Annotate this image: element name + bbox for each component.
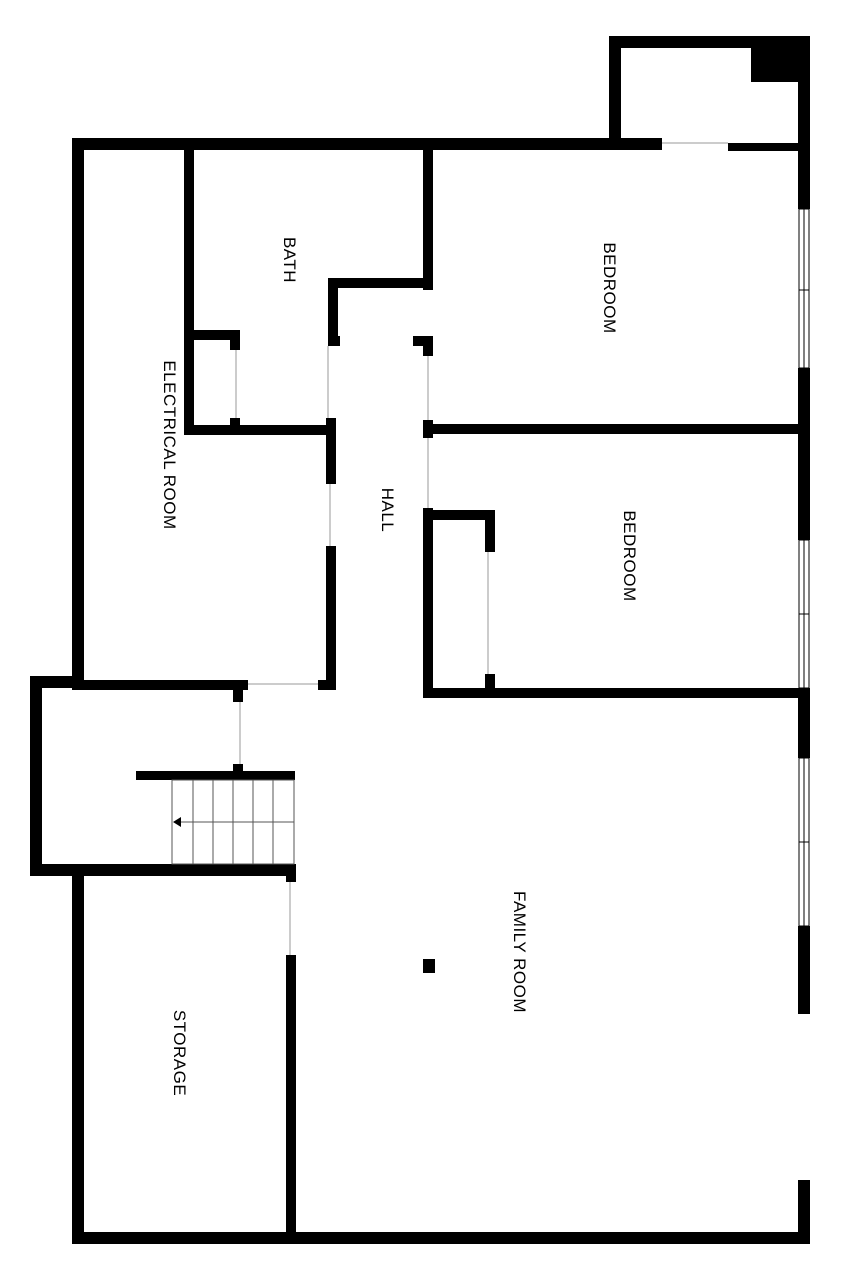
- bath-wall-left: [184, 150, 194, 434]
- room-labels: [160, 237, 639, 1096]
- walls: [30, 36, 810, 1244]
- exterior-wall-bottom: [72, 1232, 810, 1244]
- electrical-wall-bottom-1: [72, 680, 248, 690]
- support-column: [423, 959, 435, 973]
- stair-jamb: [233, 764, 243, 780]
- exterior-wall-right-2: [798, 368, 810, 540]
- bath-wall-right: [423, 150, 433, 290]
- room-label-bath: BATH: [280, 236, 299, 284]
- bedroom-middle-wall-bottom: [423, 688, 810, 698]
- stair-bump-left: [30, 676, 42, 876]
- door-openings: [236, 143, 728, 955]
- hall-wall-left-1: [326, 418, 336, 484]
- window-family-room: [799, 758, 809, 926]
- windows: [799, 209, 809, 926]
- hall-alcove-left: [328, 278, 338, 346]
- electrical-wall-bottom-2: [318, 680, 336, 690]
- staircase: [172, 780, 294, 864]
- window-bedroom-middle: [799, 540, 809, 688]
- bath-closet-jamb-bottom: [230, 418, 240, 435]
- exterior-wall-right-4: [798, 926, 810, 1014]
- exterior-wall-left-upper: [72, 138, 84, 686]
- exterior-wall-top: [72, 138, 662, 150]
- hall-wall-left-2: [326, 546, 336, 690]
- room-label-hall: HALL: [378, 487, 397, 533]
- closet-jamb-bottom: [485, 674, 495, 694]
- bedroom-divider-wall: [423, 424, 810, 434]
- exterior-wall-right-3: [798, 688, 810, 758]
- bath-wall-bottom: [184, 425, 335, 435]
- window-bedroom-top: [799, 209, 809, 368]
- bath-closet-jamb-top: [230, 330, 240, 350]
- room-label-family-room: FAMILY ROOM: [510, 890, 529, 1014]
- hall-alcove-top: [328, 278, 433, 288]
- annex-chimney: [751, 36, 810, 82]
- stair-wall-top: [136, 771, 295, 780]
- exterior-wall-right-5: [798, 1180, 810, 1244]
- storage-wall-right-2: [286, 955, 296, 1239]
- stair-bump-bottom: [30, 864, 290, 876]
- exterior-wall-right-1: [798, 143, 810, 209]
- room-label-bedroom-top: BEDROOM: [600, 242, 619, 334]
- closet-wall-top: [423, 510, 495, 520]
- arrow-left-icon: [173, 817, 181, 827]
- room-label-storage: STORAGE: [170, 1009, 189, 1097]
- bedroom-middle-wall-left: [423, 508, 433, 698]
- electrical-door-jamb: [233, 680, 243, 702]
- hall-alcove-left-jamb: [328, 336, 340, 346]
- room-label-bedroom-middle: BEDROOM: [620, 510, 639, 602]
- bedroom-top-wall-left: [423, 336, 433, 356]
- annex-wall-left: [609, 36, 621, 146]
- room-label-electrical: ELECTRICAL ROOM: [160, 360, 179, 530]
- exterior-wall-left-lower: [72, 864, 84, 1244]
- exterior-wall-top-right: [728, 143, 810, 151]
- closet-jamb-top: [485, 510, 495, 552]
- storage-wall-right-1: [286, 864, 296, 882]
